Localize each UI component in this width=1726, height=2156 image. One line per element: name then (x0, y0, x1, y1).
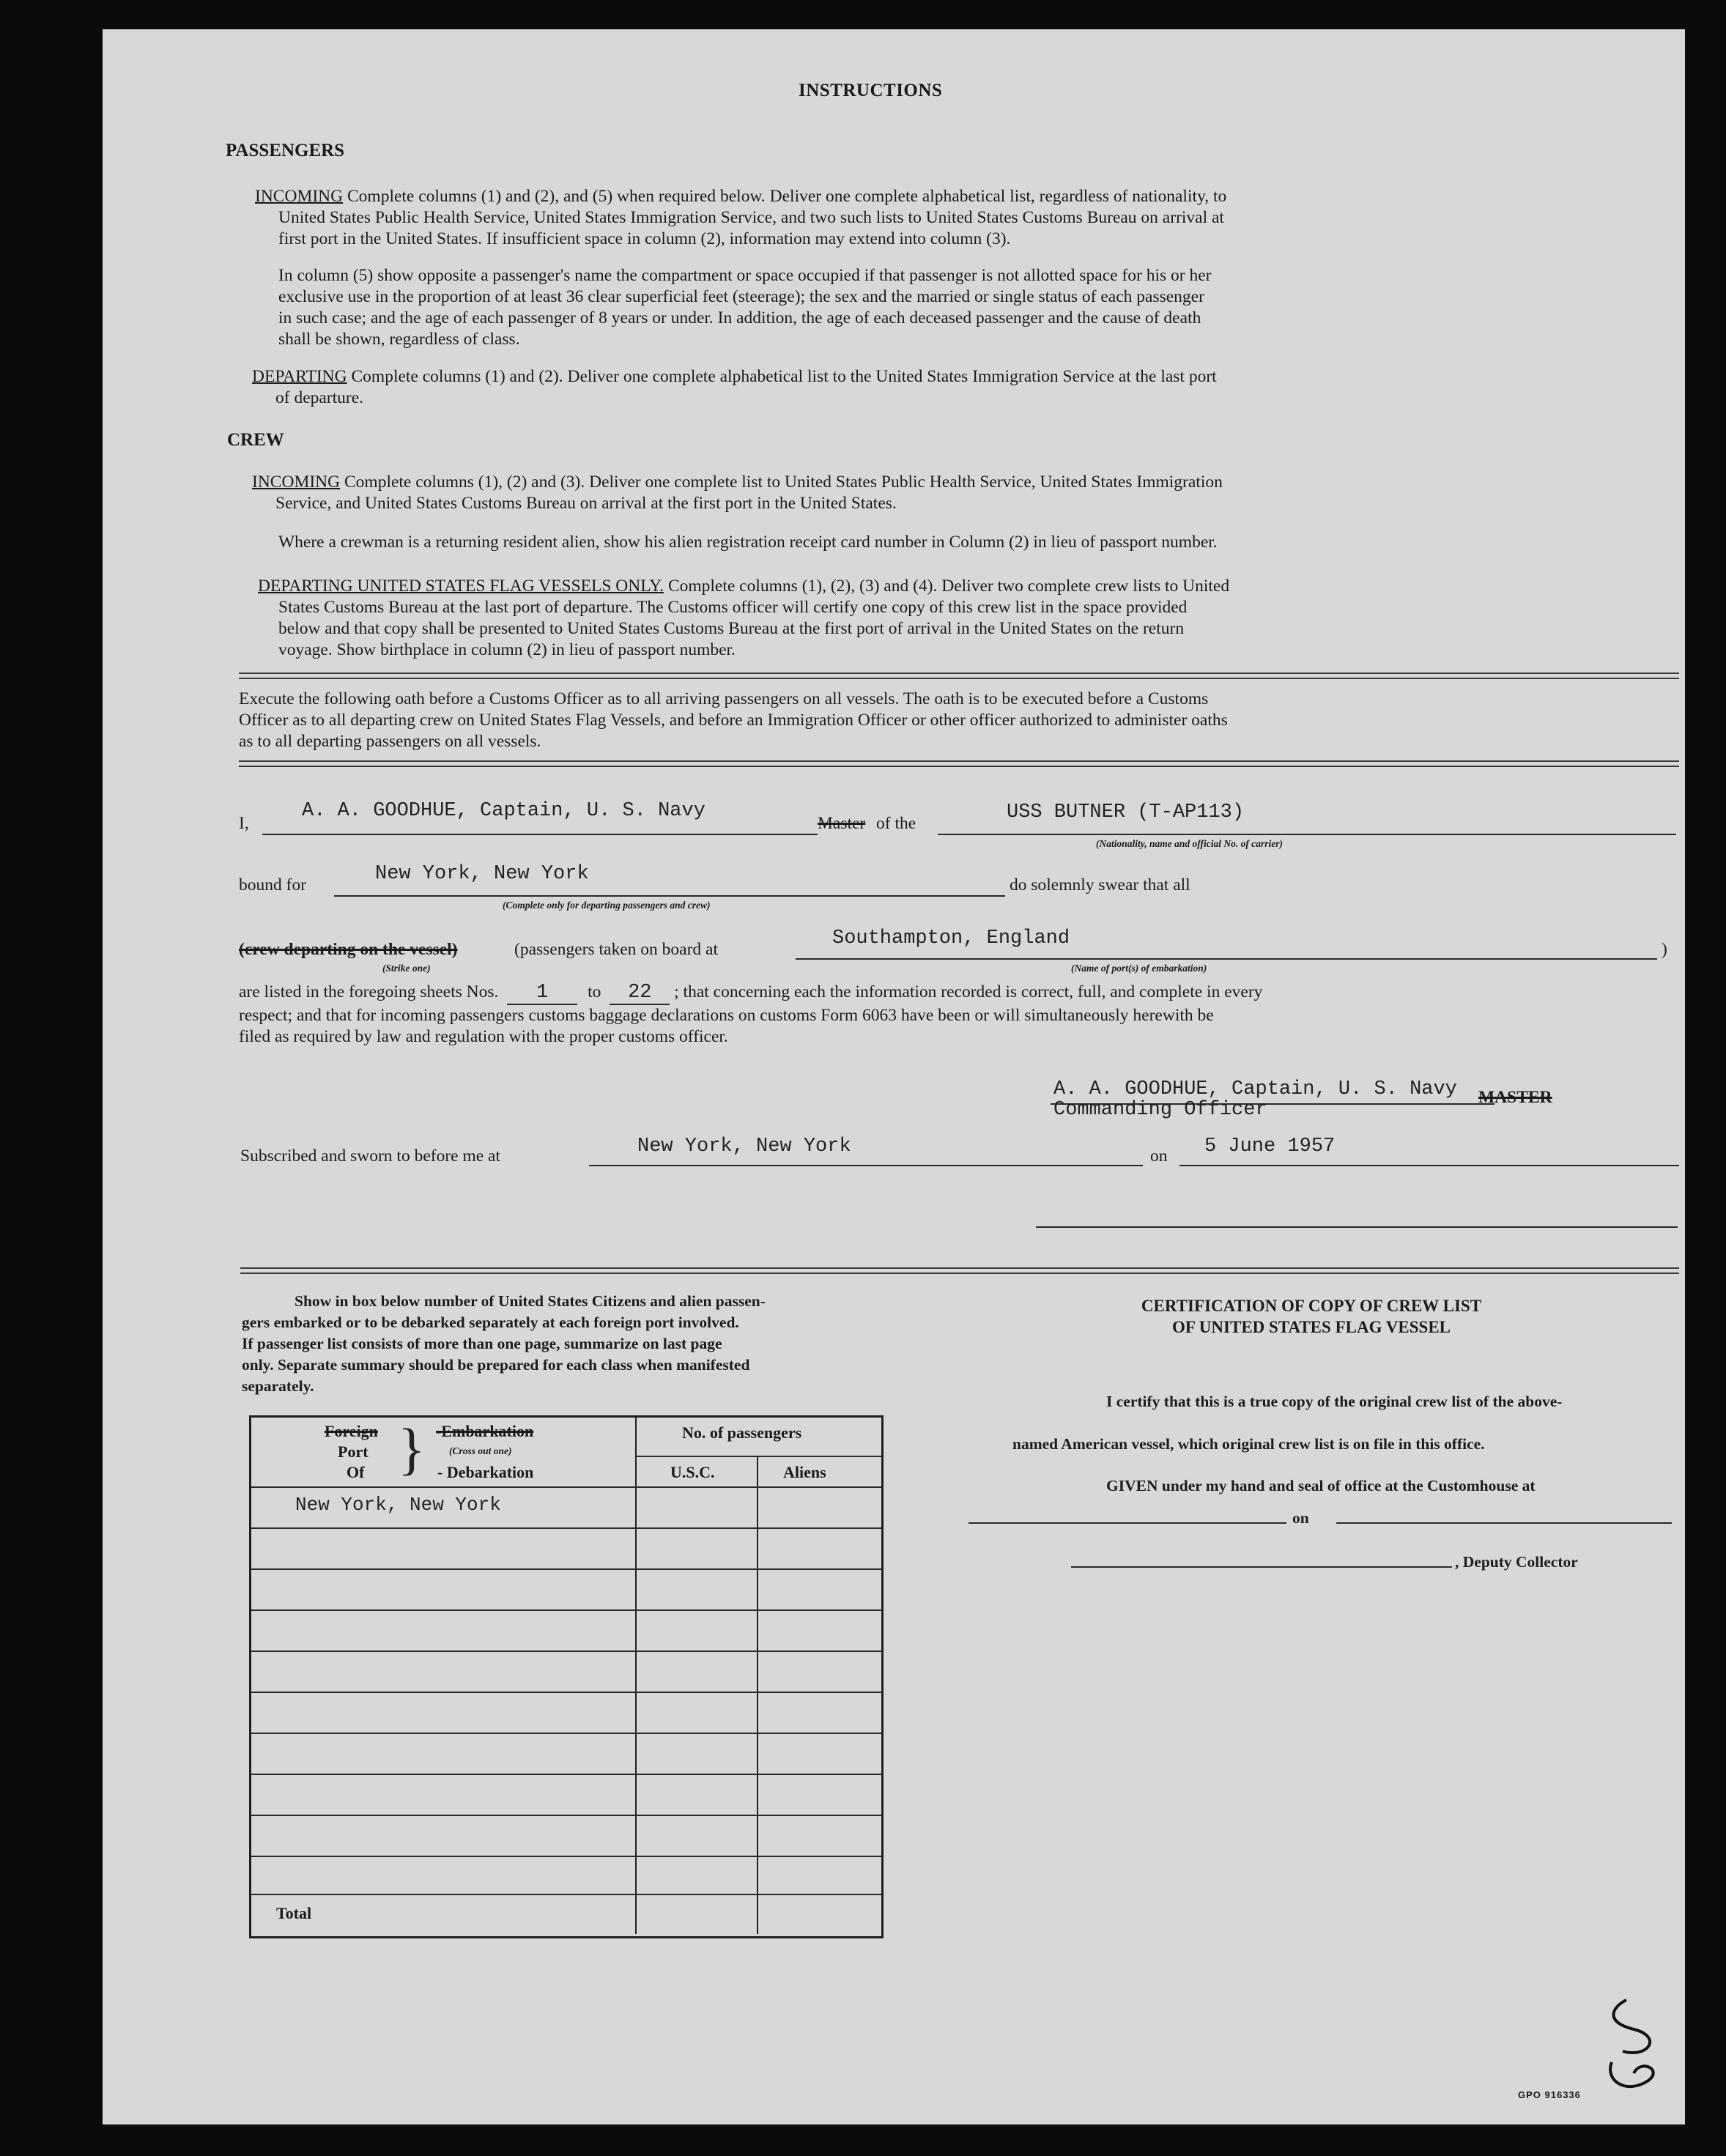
passengers-incoming-text-3: first port in the United States. If insufficient space in column (2), information may extend into column (3). (278, 229, 1011, 248)
certification-body-1: I certify that this is a true copy of the original crew list of the above- (1106, 1393, 1563, 1410)
bound-caption: (Complete only for departing passengers and crew) (503, 900, 711, 911)
column5-text-1: In column (5) show opposite a passenger's name the compartment or space occupied if that passenger is not allotted space for his or her (278, 266, 1212, 285)
certification-body-3: GIVEN under my hand and seal of office at the Customhouse at (1106, 1477, 1536, 1494)
passengers-incoming-text-1: Complete columns (1) and (2), and (5) when required below. Deliver one complete alphabetical list, regardless of nationality, to (343, 187, 1227, 206)
passengers-heading: PASSENGERS (226, 141, 345, 160)
sheet-to-field: 22 (610, 982, 670, 1005)
row-line (251, 1486, 881, 1488)
vessel-caption: (Nationality, name and official No. of carrier) (1096, 838, 1283, 849)
oath-intro (239, 689, 1689, 752)
sworn-place-line (589, 1165, 1143, 1166)
oath-vessel-field: USS BUTNER (T-AP113) (1007, 801, 1245, 823)
summary-instructions-3: If passenger list consists of more than one page, summarize on last page (242, 1335, 722, 1352)
column5-block (278, 265, 1670, 350)
passengers-incoming-block (255, 186, 1662, 250)
crew-departing-block (258, 576, 1664, 661)
passengers-departing-text-1: Complete columns (1) and (2). Deliver one complete alphabetical list to the United States Immigration Service at the last port (347, 367, 1217, 386)
summary-instructions-1: Show in box below number of United States Citizens and alien passen- (295, 1292, 766, 1310)
embark-field: Southampton, England (832, 927, 1070, 949)
subscribed-label: Subscribed and sworn to before me at (240, 1146, 501, 1166)
divider-3 (240, 1267, 1679, 1274)
header-aliens: Aliens (783, 1463, 826, 1481)
brace-glyph: } (398, 1417, 426, 1481)
officer-signature-line (1036, 1226, 1678, 1228)
summary-instructions (242, 1291, 916, 1397)
close-paren: ) (1662, 940, 1667, 959)
listed-text: are listed in the foregoing sheets Nos. (239, 982, 499, 1001)
deputy-collector-label: , Deputy Collector (1455, 1553, 1578, 1571)
passenger-summary-table (249, 1415, 884, 1938)
passengers-departing-block (252, 366, 1659, 409)
sheet-from-field: 1 (507, 982, 577, 1005)
crew-departing-text-4: voyage. Show birthplace in column (2) in lieu of passport number. (278, 640, 736, 659)
table-row-port-1: New York, New York (295, 1494, 501, 1516)
header-of: Of (347, 1463, 365, 1481)
handwritten-mark-icon (1582, 1993, 1670, 2103)
crew-incoming-text-1: Complete columns (1), (2) and (3). Deliver one complete list to United States Public Health Service, United States Immigration (340, 473, 1223, 492)
row-line (251, 1692, 881, 1693)
header-debarkation: - Debarkation (437, 1463, 534, 1481)
passengers-departing-text-2: of departure. (275, 388, 364, 407)
certification-title-2: OF UNITED STATES FLAG VESSEL (1171, 1318, 1451, 1336)
crew-departing-label: DEPARTING UNITED STATES FLAG VESSELS ONLY. (258, 577, 664, 596)
bound-for-label: bound for (239, 875, 307, 894)
oath-of-the: of the (876, 814, 916, 833)
embark-caption: (Name of port(s) of embarkation) (1071, 963, 1207, 974)
header-cross: (Cross out one) (449, 1445, 512, 1456)
divider-2 (239, 760, 1679, 767)
deputy-signature-line (1071, 1566, 1452, 1568)
passengers-incoming-text-2: United States Public Health Service, United States Immigration Service, and two such lists to United States Customs Bureau on arrival at (278, 208, 1224, 227)
signature-field: A. A. GOODHUE, Captain, U. S. Navy (1053, 1078, 1457, 1100)
sworn-date-line (1179, 1165, 1679, 1166)
strike-caption: (Strike one) (382, 963, 431, 974)
swear-text: do solemnly swear that all (1010, 875, 1190, 894)
bound-for-field: New York, New York (375, 863, 589, 885)
filed-line: filed as required by law and regulation with the proper customs officer. (239, 1027, 728, 1046)
signature-master-struck: MASTER (1478, 1088, 1552, 1107)
certification-on-label: on (1292, 1509, 1309, 1527)
row-line (251, 1733, 881, 1734)
header-embarkation: -Embarkation (436, 1422, 534, 1440)
header-port: Port (338, 1442, 368, 1461)
row-line (251, 1651, 881, 1652)
crew-departing-text-3: below and that copy shall be presented to United States Customs Bureau at the first port of arrival in the United States on the return (278, 619, 1185, 638)
header-usc: U.S.C. (670, 1463, 715, 1481)
certification-date-line (1336, 1522, 1672, 1524)
passengers-taken-text: (passengers taken on board at (514, 940, 718, 959)
divider-1 (239, 673, 1679, 679)
form-page (103, 29, 1685, 2124)
crew-heading: CREW (227, 430, 284, 450)
customhouse-line (968, 1522, 1286, 1524)
row-line (251, 1815, 881, 1816)
row-line (251, 1527, 881, 1529)
row-line (251, 1774, 881, 1775)
summary-instructions-5: separately. (242, 1377, 314, 1395)
vessel-line (938, 834, 1676, 835)
on-label: on (1150, 1146, 1168, 1166)
row-line (251, 1894, 881, 1895)
crew-departing-text-2: States Customs Bureau at the last port of departure. The Customs officer will certify one copy of this crew list in the space provided (278, 598, 1188, 617)
page-title: INSTRUCTIONS (799, 81, 943, 100)
header-no-passengers: No. of passengers (682, 1423, 802, 1442)
header-foreign: Foreign (325, 1422, 378, 1440)
struck-option: (crew departing on the vessel) (239, 940, 458, 959)
row-line (251, 1609, 881, 1611)
gpo-code: GPO 916336 (1518, 2089, 1581, 2100)
concerning-text: ; that concerning each the information recorded is correct, full, and complete in every (674, 982, 1263, 1001)
to-text: to (588, 982, 601, 1001)
certification-body-2: named American vessel, which original crew list is on file in this office. (1012, 1435, 1485, 1453)
crew-incoming-label: INCOMING (252, 473, 341, 492)
passengers-departing-label: DEPARTING (252, 367, 347, 386)
crew-departing-text-1: Complete columns (1), (2), (3) and (4). Deliver two complete crew lists to United (664, 577, 1230, 596)
oath-master-struck: Master (818, 814, 866, 833)
embark-line (796, 958, 1657, 960)
column5-text-3: in such case; and the age of each passenger of 8 years or under. In addition, the age of each deceased passenger and the cause of death (278, 308, 1201, 327)
total-label: Total (276, 1904, 312, 1922)
sworn-place-field: New York, New York (637, 1136, 851, 1157)
subheader-line (635, 1456, 881, 1457)
oath-intro-line-3: as to all departing passengers on all vessels. (239, 732, 541, 751)
oath-intro-line-1: Execute the following oath before a Customs Officer as to all arriving passengers on all vessels. The oath is to be executed before a Customs (239, 689, 1209, 708)
certification-title-1: CERTIFICATION OF COPY OF CREW LIST (1141, 1297, 1482, 1315)
summary-instructions-2: gers embarked or to be debarked separately at each foreign port involved. (242, 1314, 739, 1331)
crew-incoming-text-2: Service, and United States Customs Bureau on arrival at the first port in the United States. (275, 494, 897, 513)
respect-line: respect; and that for incoming passengers customs baggage declarations on customs Form 6063 have been or will simultaneously herewith be (239, 1006, 1214, 1025)
row-line (251, 1856, 881, 1857)
passengers-incoming-label: INCOMING (255, 187, 344, 206)
certification-body (1004, 1380, 1692, 1506)
crew-resident-text: Where a crewman is a returning resident alien, show his alien registration receipt card number in Column (2) in lieu of passport number. (278, 533, 1218, 552)
crew-incoming-block (252, 472, 1659, 514)
oath-intro-line-2: Officer as to all departing crew on United States Flag Vessels, and before an Immigration Officer or other officer authorized to administer oaths (239, 711, 1228, 730)
sworn-date-field: 5 June 1957 (1204, 1136, 1336, 1157)
column5-text-2: exclusive use in the proportion of at least 36 clear superficial feet (steerage); the sex and the married or single status of each passenger (278, 287, 1204, 306)
summary-instructions-4: only. Separate summary should be prepared for each class when manifested (242, 1356, 750, 1374)
oath-name-field: A. A. GOODHUE, Captain, U. S. Navy (302, 800, 705, 822)
name-line (262, 834, 818, 835)
listed-block (239, 982, 1689, 1048)
signature-title: Commanding Officer (1053, 1099, 1267, 1121)
row-line (251, 1568, 881, 1570)
column5-text-4: shall be shown, regardless of class. (278, 330, 520, 349)
bound-line (334, 895, 1005, 897)
oath-i-label: I, (239, 814, 249, 833)
certification-title (1077, 1295, 1546, 1338)
